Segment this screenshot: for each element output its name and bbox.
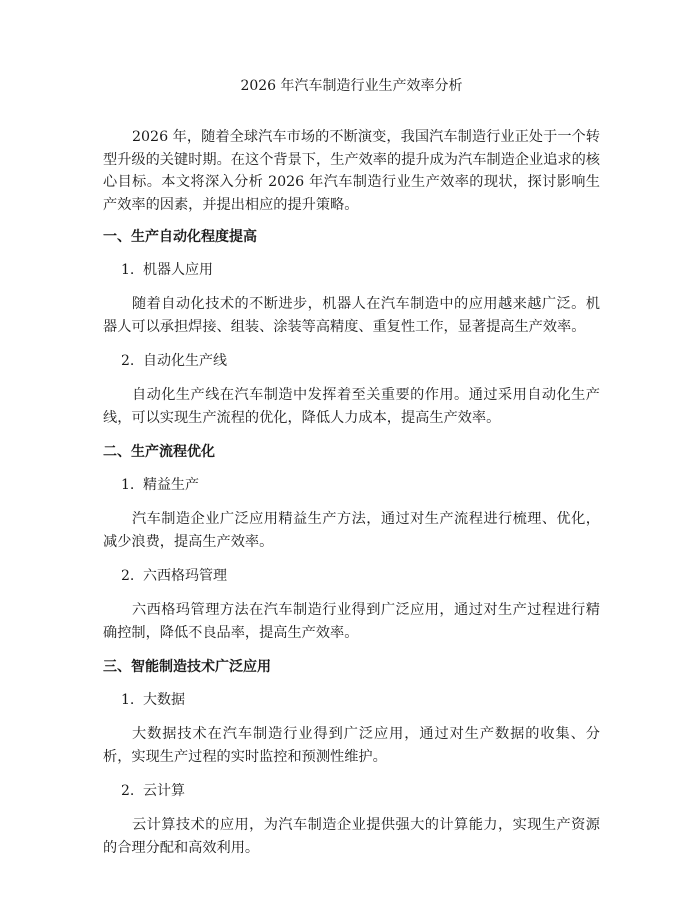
body-paragraph: 自动化生产线在汽车制造中发挥着至关重要的作用。通过采用自动化生产线，可以实现生产流程的优化，降低人力成本，提高生产效率。: [103, 387, 600, 426]
subsection-heading: [121, 260, 600, 280]
subsection-title: 云计算: [143, 783, 185, 799]
subsection-title: 六西格玛管理: [143, 568, 227, 584]
subsection-heading: [121, 690, 600, 710]
document-title: 2026 年汽车制造行业生产效率分析: [240, 78, 463, 94]
subsection-number: 2.: [121, 783, 135, 799]
subsection-heading: [121, 781, 600, 801]
body-paragraph: 六西格玛管理方法在汽车制造行业得到广泛应用，通过对生产过程进行精确控制，降低不良品率，提高生产效率。: [103, 602, 600, 641]
intro-paragraph: 2026 年，随着全球汽车市场的不断演变，我国汽车制造行业正处于一个转型升级的关键时期。在这个背景下，生产效率的提升成为汽车制造企业追求的核心目标。本文将深入分析 2026 年汽车制造行业生产效率的现状，探讨影响生产效率的因素，并提出相应的提升策略。: [103, 129, 600, 213]
section-process-optimization: [103, 442, 600, 644]
subsection-title: 机器人应用: [143, 262, 213, 278]
subsection-heading: [121, 566, 600, 586]
document-page: [103, 76, 600, 872]
subsection-title: 精益生产: [143, 477, 199, 493]
subsection-title: 自动化生产线: [143, 353, 227, 369]
body-paragraph: 随着自动化技术的不断进步，机器人在汽车制造中的应用越来越广泛。机器人可以承担焊接、组装、涂装等高精度、重复性工作，显著提高生产效率。: [103, 296, 600, 335]
subsection-number: 1.: [121, 262, 135, 278]
section-heading: 一、生产自动化程度提高: [103, 229, 257, 245]
subsection-heading: [121, 475, 600, 495]
section-smart-manufacturing: [103, 657, 600, 859]
subsection-number: 2.: [121, 353, 135, 369]
subsection-heading: [121, 351, 600, 371]
subsection-number: 2.: [121, 568, 135, 584]
body-paragraph: 汽车制造企业广泛应用精益生产方法，通过对生产流程进行梳理、优化，减少浪费，提高生产效率。: [103, 511, 600, 550]
subsection-number: 1.: [121, 477, 135, 493]
body-paragraph: 大数据技术在汽车制造行业得到广泛应用，通过对生产数据的收集、分析，实现生产过程的实时监控和预测性维护。: [103, 726, 600, 765]
section-heading: 三、智能制造技术广泛应用: [103, 659, 271, 675]
section-heading: 二、生产流程优化: [103, 444, 215, 460]
body-paragraph: 云计算技术的应用，为汽车制造企业提供强大的计算能力，实现生产资源的合理分配和高效利用。: [103, 817, 600, 856]
subsection-number: 1.: [121, 692, 135, 708]
subsection-title: 大数据: [143, 692, 185, 708]
section-automation: [103, 227, 600, 429]
